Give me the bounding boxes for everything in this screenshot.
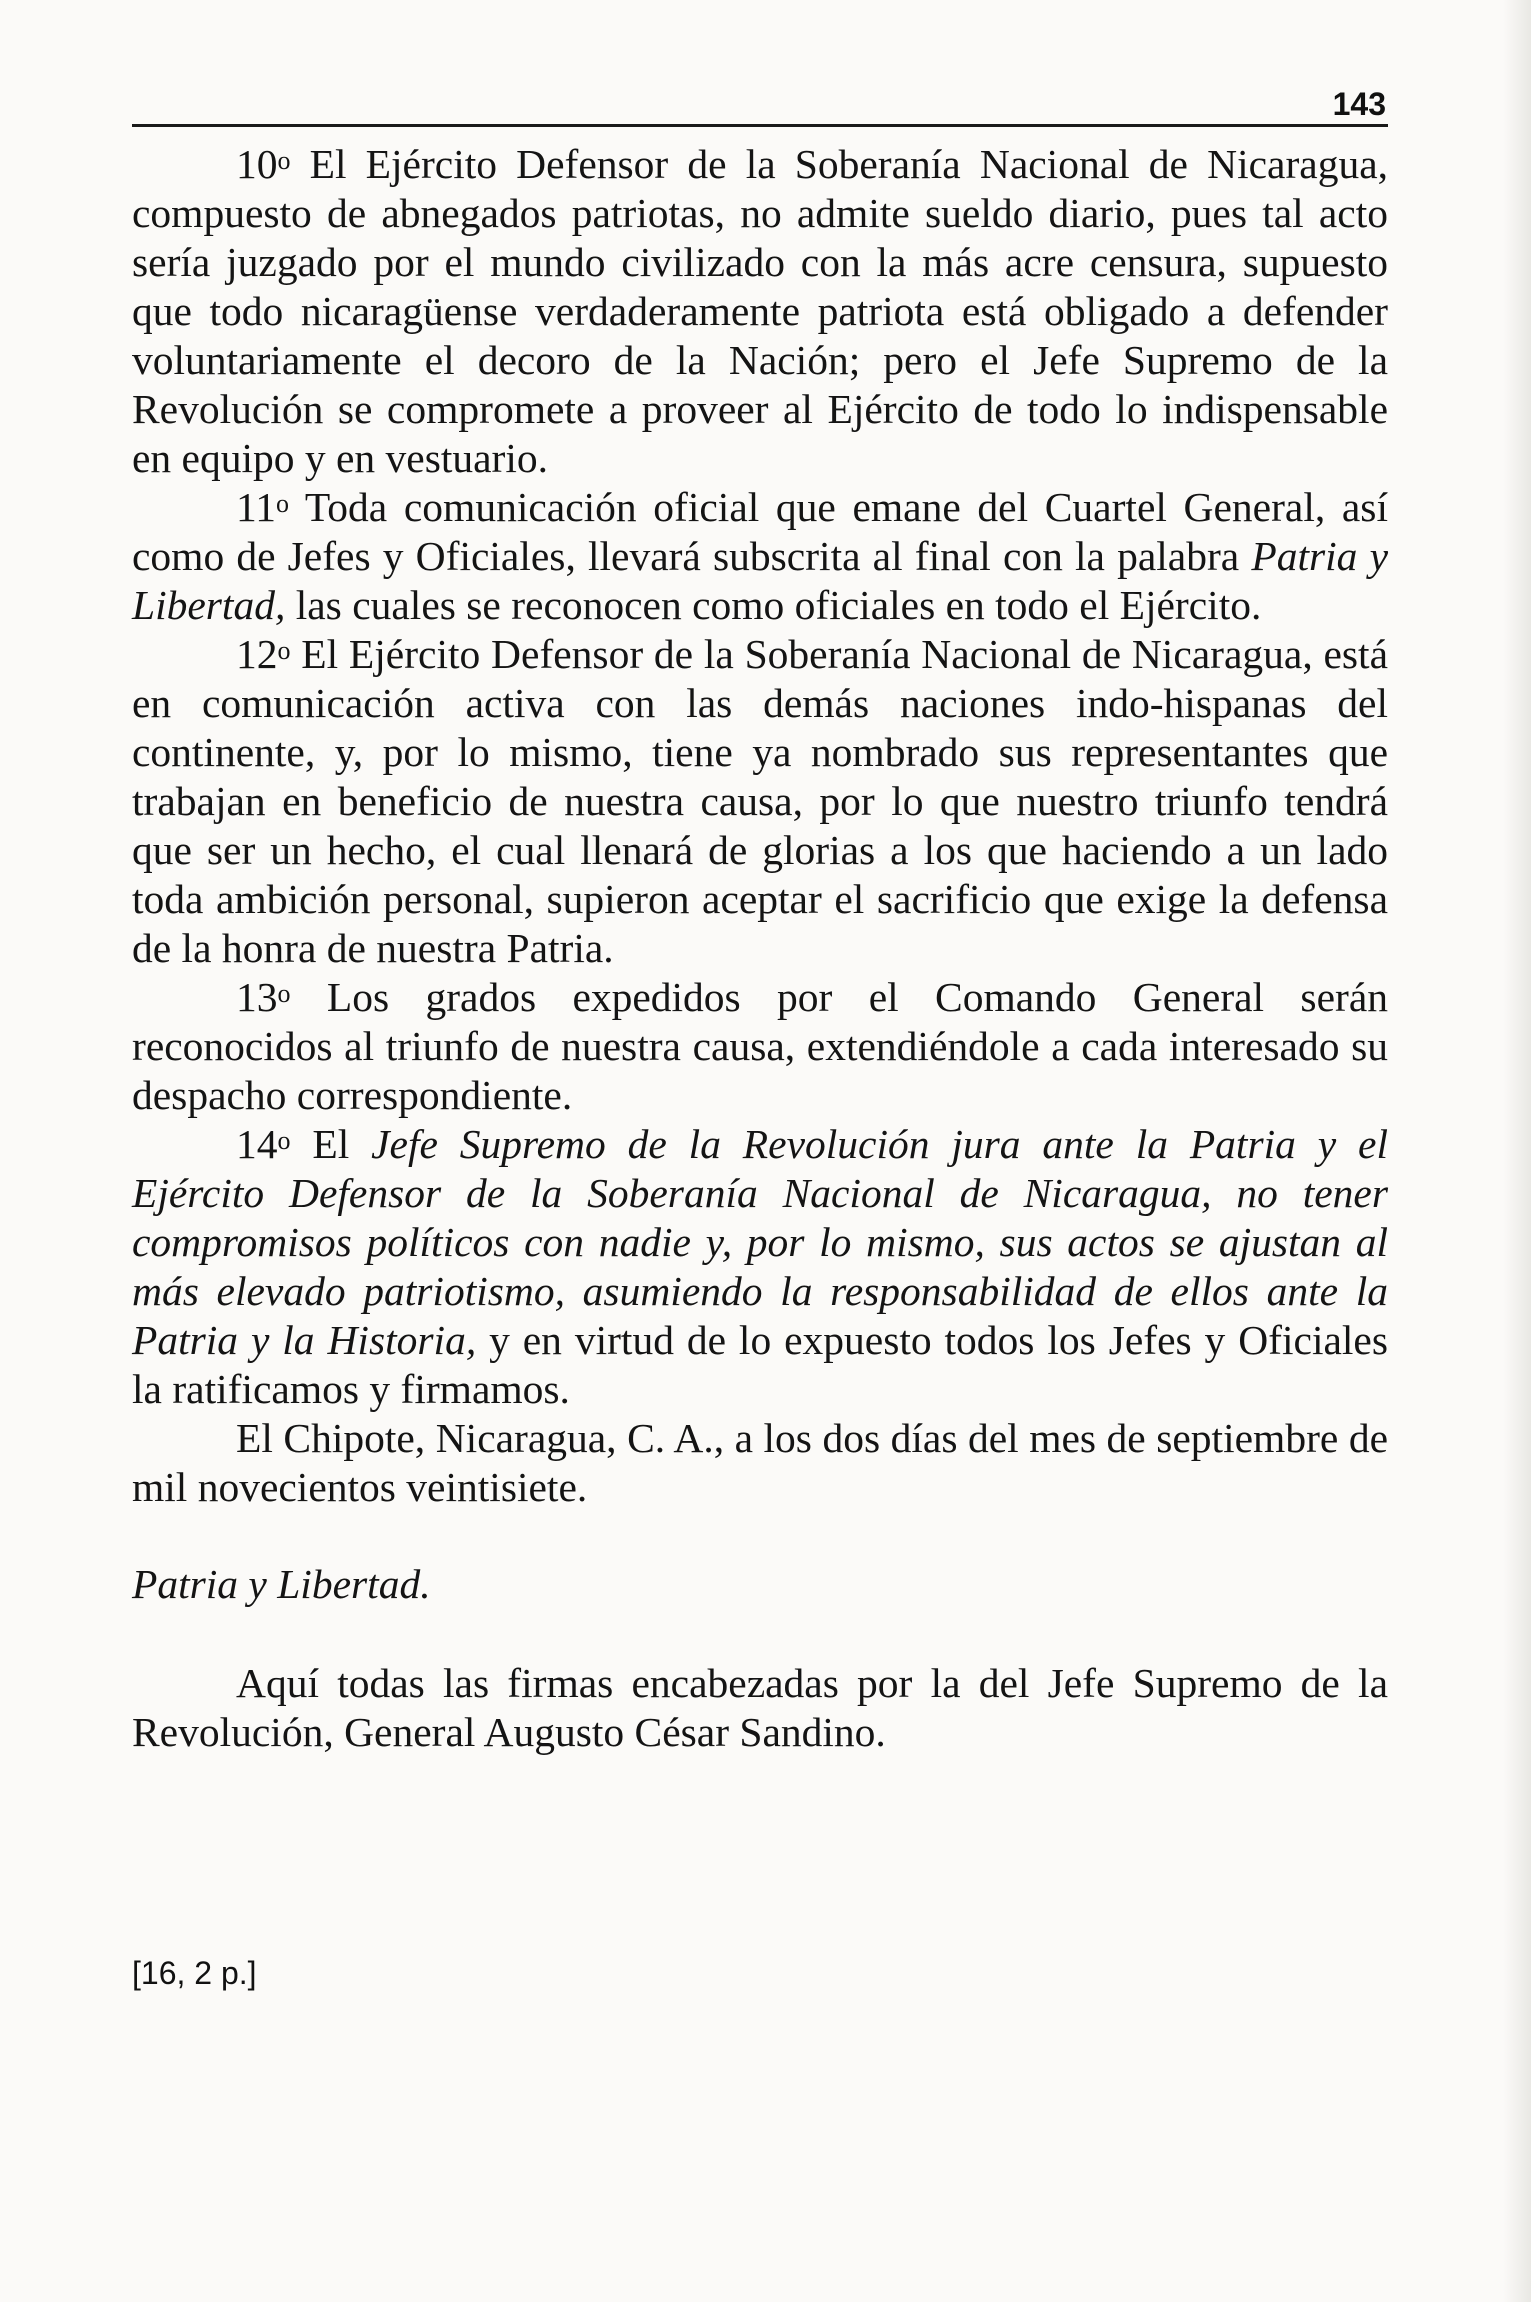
article-12 [132, 630, 1388, 973]
article-number: 13 [236, 974, 278, 1020]
degree-sign: o [277, 146, 291, 175]
article-10 [132, 140, 1388, 483]
header-rule [132, 124, 1388, 127]
article-text: Los grados expedidos por el Comando General serán reconocidos al triunfo de nuestra causa, extendiéndole a cada interesado su despacho correspondiente. [132, 974, 1388, 1118]
article-text: El Ejército Defensor de la Soberanía Nacional de Nicaragua, compuesto de abnegados patriotas, no admite sueldo diario, pues tal acto sería juzgado por el mundo civilizado con la más acre censura, supuesto que todo nicaragüense verdaderamente patriota está obligado a defender voluntariamente el decoro de la Nación; pero el Jefe Supremo de la Revolución se compromete a proveer al Ejército de todo lo indispensable en equipo y en vestuario. [132, 141, 1388, 481]
article-14 [132, 1120, 1388, 1414]
article-11 [132, 483, 1388, 630]
article-number: 12 [236, 631, 278, 677]
degree-sign: o [277, 636, 291, 665]
page-number: 143 [1332, 86, 1386, 122]
article-italic-text: Jefe Supremo de la Revolución jura ante la Patria y el Ejército Defensor de la Soberanía Nacional de Nicaragua, no tener compromisos políticos con nadie y, por lo mismo, sus actos se ajustan al más elevado patriotismo, asumiendo la responsabilidad de ellos ante la Patria y la Historia, [132, 1121, 1388, 1363]
article-text: Toda comunicación oficial que emane del Cuartel General, así como de Jefes y Oficiales, llevará subscrita al final con la palabra [132, 484, 1388, 579]
motto: Patria y Libertad. [132, 1561, 431, 1607]
body-text [132, 140, 1388, 1757]
article-number: 11 [236, 484, 276, 530]
article-text-tail: las cuales se reconocen como oficiales en todo el Ejército. [285, 582, 1262, 628]
article-text: El Ejército Defensor de la Soberanía Nacional de Nicaragua, está en comunicación activa con las demás naciones indo-hispanas del continente, y, por lo mismo, tiene ya nombrado sus representantes que trabajan en beneficio de nuestra causa, por lo que nuestro triunfo tendrá que ser un hecho, el cual llenará de glorias a los que haciendo a un lado toda ambición personal, supieron aceptar el sacrificio que exige la defensa de la honra de nuestra Patria. [132, 631, 1388, 971]
article-text-tail: y en virtud de lo expuesto todos los Jefes y Oficiales la ratificamos y firmamos. [132, 1317, 1388, 1412]
degree-sign: o [277, 1126, 291, 1155]
article-13 [132, 973, 1388, 1120]
article-number: 10 [236, 141, 278, 187]
closing-date-line: El Chipote, Nicaragua, C. A., a los dos días del mes de septiembre de mil novecientos veintisiete. [132, 1415, 1388, 1510]
article-text: El [290, 1121, 372, 1167]
page-edge-shadow [1503, 0, 1531, 2302]
article-italic-text: Patria y Libertad, [132, 533, 1388, 628]
signatures-note: Aquí todas las firmas encabezadas por la del Jefe Supremo de la Revolución, General Augusto César Sandino. [132, 1660, 1388, 1755]
degree-sign: o [277, 979, 291, 1008]
source-reference: [16, 2 p.] [132, 1955, 257, 1991]
degree-sign: o [275, 489, 289, 518]
article-number: 14 [236, 1121, 278, 1167]
